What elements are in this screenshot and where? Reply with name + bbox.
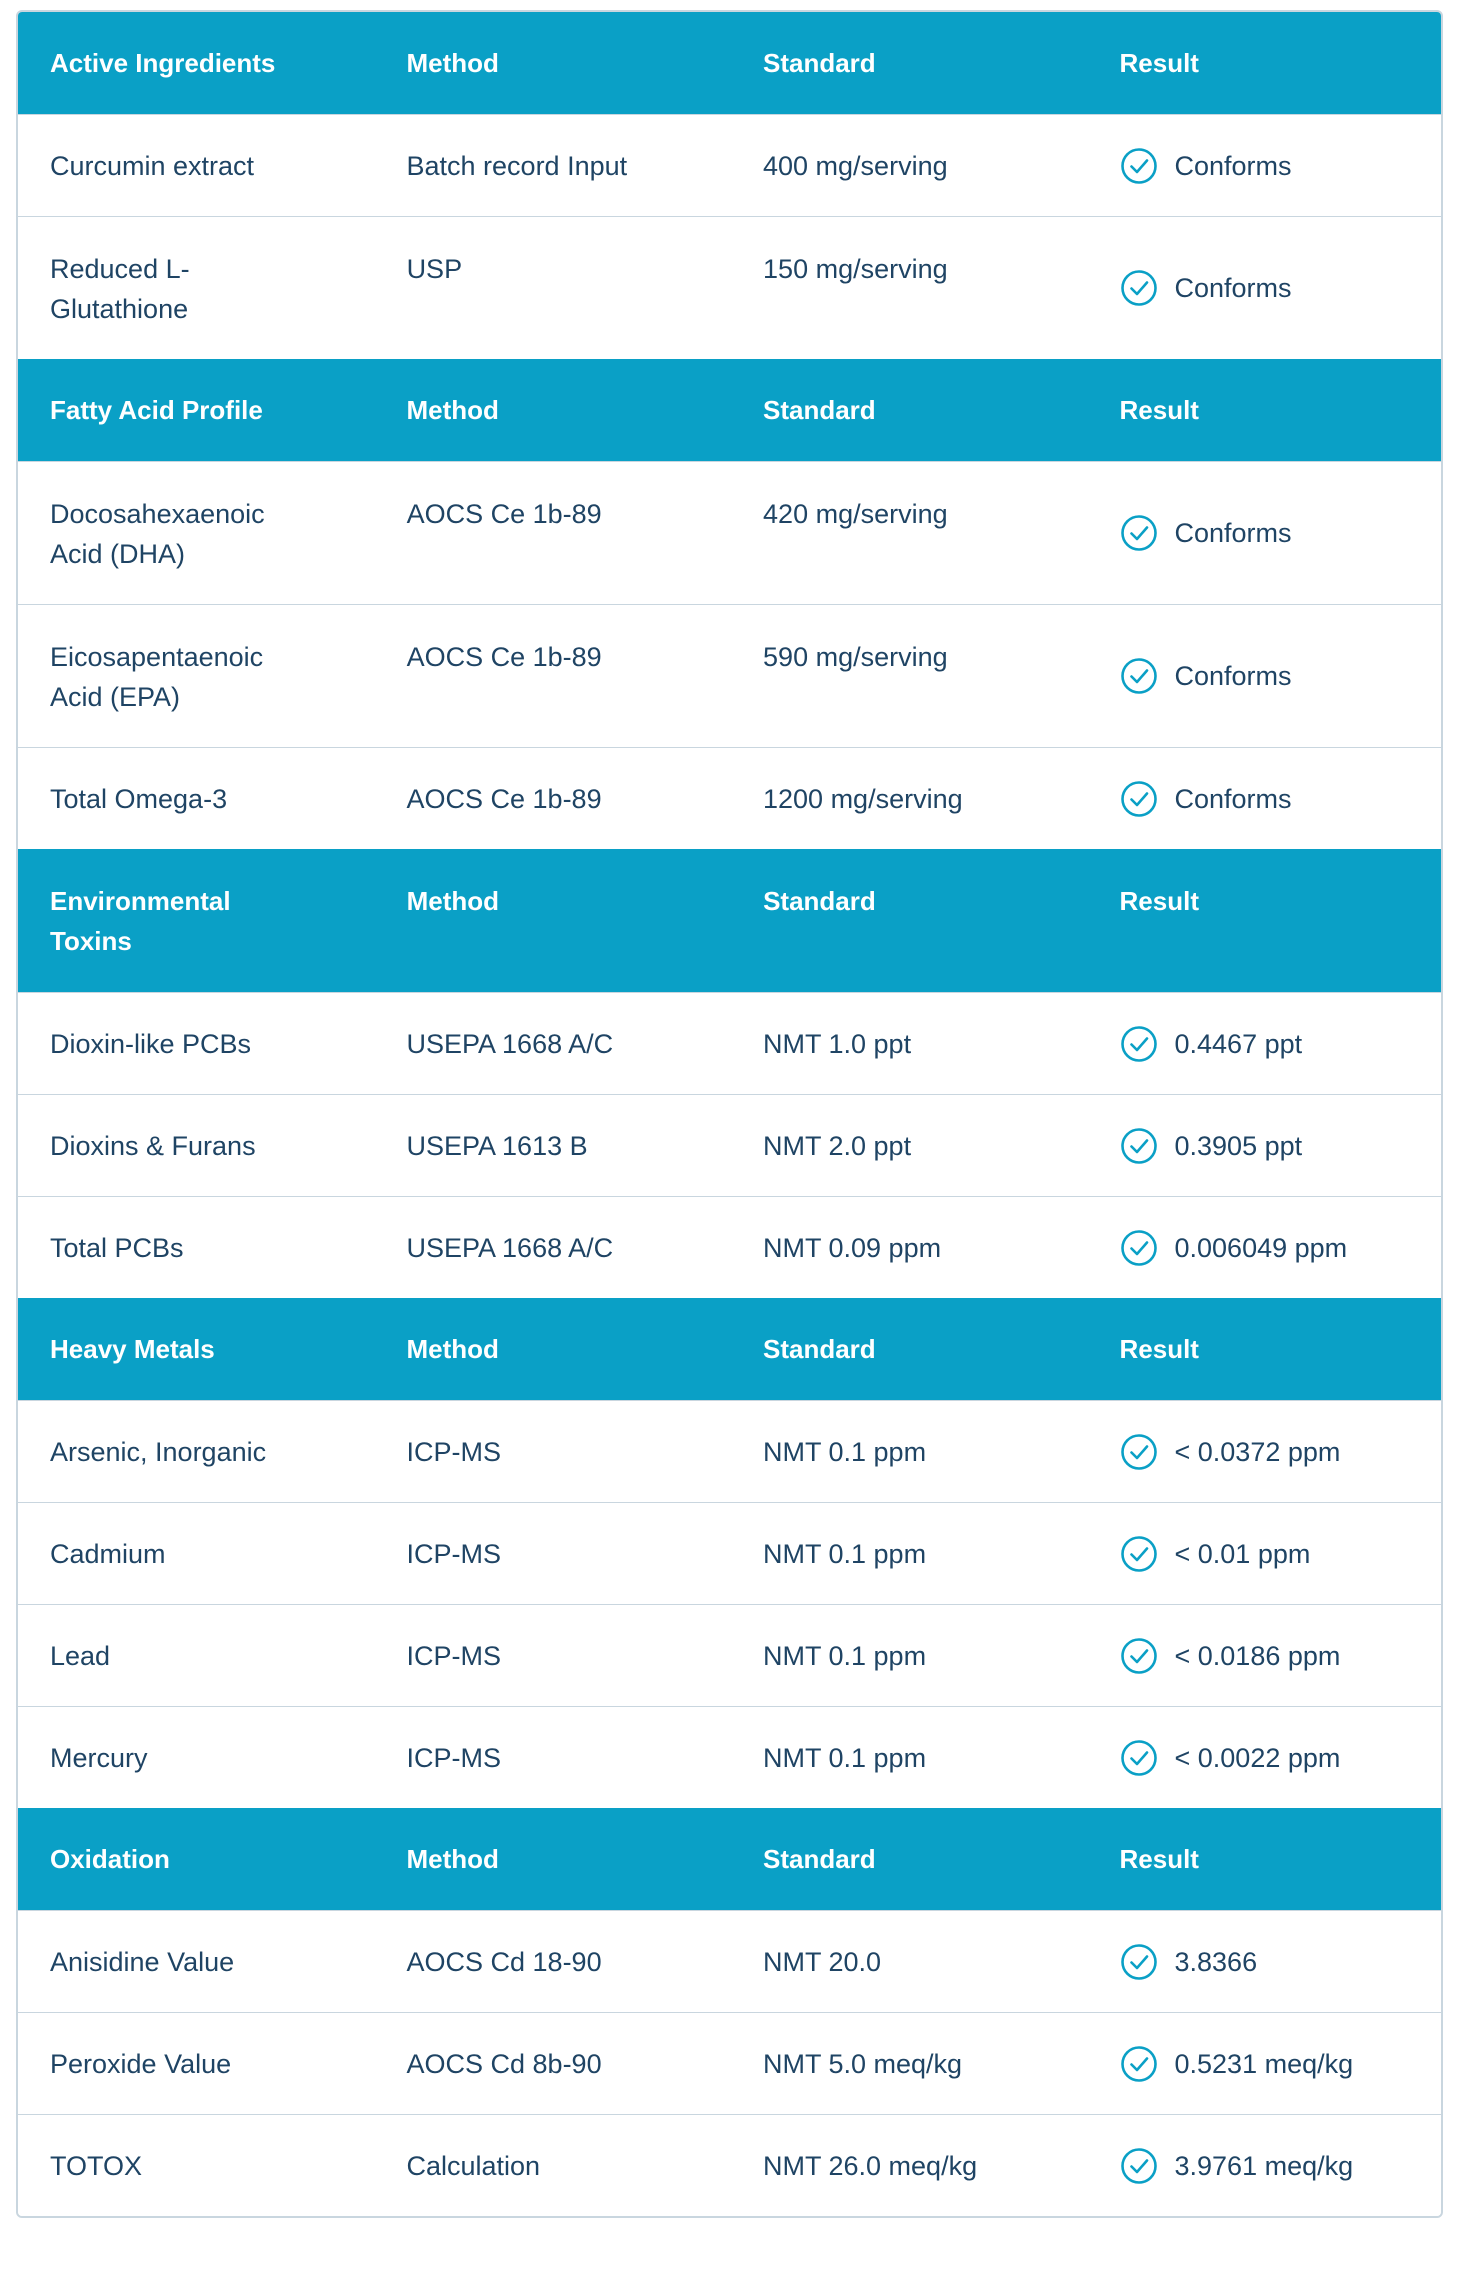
certificate-of-analysis-table	[16, 10, 1443, 2218]
ingredient-name: Cadmium	[50, 1538, 166, 1569]
result-header: Result	[1119, 1334, 1199, 1364]
result-cell	[1088, 1126, 1442, 1166]
result-value: Conforms	[1174, 150, 1292, 181]
result-value: 0.4467 ppt	[1174, 1028, 1303, 1059]
result-header: Result	[1119, 395, 1199, 425]
result-header: Result	[1119, 1844, 1199, 1874]
table-row	[18, 1094, 1441, 1196]
table-row	[18, 992, 1441, 1094]
result-value: < 0.0186 ppm	[1174, 1640, 1341, 1671]
ingredient-name: Anisidine Value	[50, 1946, 235, 1977]
method-value: USP	[406, 254, 463, 284]
standard-value: NMT 1.0 ppt	[763, 1028, 912, 1059]
standard-header: Standard	[763, 1334, 876, 1364]
check-circle-icon	[1120, 657, 1158, 695]
ingredient-name: TOTOX	[50, 2150, 143, 2181]
table-row	[18, 1706, 1441, 1808]
method-header: Method	[406, 886, 500, 916]
standard-value: NMT 5.0 meq/kg	[763, 2048, 963, 2079]
table-row	[18, 747, 1441, 849]
result-cell	[1088, 1636, 1442, 1676]
standard-header: Standard	[763, 1844, 876, 1874]
method-value: ICP-MS	[406, 1640, 501, 1671]
method-value: USEPA 1613 B	[406, 1130, 588, 1161]
check-circle-icon	[1120, 1433, 1158, 1471]
standard-value: NMT 0.1 ppm	[763, 1538, 927, 1569]
check-circle-icon	[1120, 269, 1158, 307]
section-title: Oxidation	[50, 1844, 170, 1874]
method-header: Method	[406, 1844, 499, 1874]
ingredient-name: Docosahexaenoic Acid (DHA)	[50, 499, 265, 569]
method-value: AOCS Ce 1b-89	[406, 642, 602, 672]
result-cell	[1088, 779, 1442, 819]
table-row	[18, 1910, 1441, 2012]
standard-value: 590 mg/serving	[763, 642, 948, 672]
method-value: AOCS Ce 1b-89	[406, 499, 602, 529]
result-cell	[1088, 146, 1442, 186]
check-circle-icon	[1120, 1535, 1158, 1573]
method-value: AOCS Cd 8b-90	[406, 2048, 602, 2079]
section-header-oxidation	[18, 1808, 1441, 1910]
section-title: Heavy Metals	[50, 1334, 215, 1364]
method-value: ICP-MS	[406, 1436, 501, 1467]
result-value: 0.006049 ppm	[1174, 1232, 1348, 1263]
section-header-active-ingredients	[18, 12, 1441, 114]
table-row	[18, 216, 1441, 359]
check-circle-icon	[1120, 514, 1158, 552]
result-value: 3.9761 meq/kg	[1174, 2150, 1354, 2181]
table-row	[18, 114, 1441, 216]
table-row	[18, 1196, 1441, 1298]
method-header: Method	[406, 48, 499, 78]
result-value: < 0.01 ppm	[1174, 1538, 1311, 1569]
section-title: Fatty Acid Profile	[50, 395, 263, 425]
result-cell	[1088, 1534, 1442, 1574]
standard-header: Standard	[763, 48, 876, 78]
ingredient-name: Reduced L-Glutathione	[50, 254, 190, 324]
result-value: < 0.0022 ppm	[1174, 1742, 1341, 1773]
method-value: USEPA 1668 A/C	[406, 1028, 614, 1059]
method-value: ICP-MS	[406, 1538, 501, 1569]
check-circle-icon	[1120, 780, 1158, 818]
method-value: AOCS Cd 18-90	[406, 1946, 602, 1977]
ingredient-name: Total PCBs	[50, 1232, 184, 1263]
result-cell	[1088, 1942, 1442, 1982]
method-value: AOCS Ce 1b-89	[406, 783, 602, 814]
result-cell	[1088, 1738, 1442, 1778]
result-value: < 0.0372 ppm	[1174, 1436, 1341, 1467]
check-circle-icon	[1120, 1943, 1158, 1981]
result-value: 0.5231 meq/kg	[1174, 2048, 1354, 2079]
result-value: Conforms	[1174, 661, 1292, 691]
standard-value: 150 mg/serving	[763, 254, 948, 284]
result-cell	[1088, 513, 1441, 553]
ingredient-name: Mercury	[50, 1742, 148, 1773]
table-row	[18, 1502, 1441, 1604]
ingredient-name: Dioxins & Furans	[50, 1130, 256, 1161]
check-circle-icon	[1120, 1637, 1158, 1675]
result-cell	[1088, 268, 1441, 308]
section-header-heavy-metals	[18, 1298, 1441, 1400]
check-circle-icon	[1120, 1229, 1158, 1267]
check-circle-icon	[1120, 1127, 1158, 1165]
check-circle-icon	[1120, 2147, 1158, 2185]
ingredient-name: Dioxin-like PCBs	[50, 1028, 252, 1059]
standard-value: NMT 0.1 ppm	[763, 1742, 927, 1773]
standard-value: NMT 0.1 ppm	[763, 1436, 927, 1467]
section-header-environmental-toxins	[18, 849, 1441, 992]
standard-value: NMT 26.0 meq/kg	[763, 2150, 978, 2181]
result-value: 0.3905 ppt	[1174, 1130, 1303, 1161]
method-value: ICP-MS	[406, 1742, 501, 1773]
section-title: Active Ingredients	[50, 48, 276, 78]
ingredient-name: Lead	[50, 1640, 111, 1671]
result-value: Conforms	[1174, 518, 1292, 548]
method-value: Batch record Input	[406, 150, 628, 181]
section-title: Environmental Toxins	[50, 886, 231, 956]
standard-header: Standard	[763, 395, 876, 425]
standard-value: NMT 20.0	[763, 1946, 882, 1977]
check-circle-icon	[1120, 1739, 1158, 1777]
result-value: Conforms	[1174, 273, 1292, 303]
result-header: Result	[1119, 48, 1199, 78]
table-row	[18, 461, 1441, 604]
standard-value: 1200 mg/serving	[763, 783, 963, 814]
method-header: Method	[406, 395, 499, 425]
result-cell	[1088, 656, 1441, 696]
table-row	[18, 604, 1441, 747]
ingredient-name: Eicosapentaenoic Acid (EPA)	[50, 642, 264, 712]
table-row	[18, 2012, 1441, 2114]
standard-value: NMT 0.09 ppm	[763, 1232, 942, 1263]
result-cell	[1088, 1024, 1442, 1064]
result-cell	[1088, 2146, 1442, 2186]
result-cell	[1088, 1228, 1442, 1268]
check-circle-icon	[1120, 1025, 1158, 1063]
result-cell	[1088, 2044, 1442, 2084]
ingredient-name: Total Omega-3	[50, 783, 228, 814]
result-value: 3.8366	[1174, 1946, 1258, 1977]
result-value: Conforms	[1174, 783, 1292, 814]
standard-value: NMT 0.1 ppm	[763, 1640, 927, 1671]
check-circle-icon	[1120, 2045, 1158, 2083]
table-row	[18, 2114, 1441, 2216]
method-header: Method	[406, 1334, 499, 1364]
check-circle-icon	[1120, 147, 1158, 185]
standard-header: Standard	[763, 886, 876, 916]
method-value: USEPA 1668 A/C	[406, 1232, 614, 1263]
method-value: Calculation	[406, 2150, 541, 2181]
ingredient-name: Curcumin extract	[50, 150, 255, 181]
ingredient-name: Arsenic, Inorganic	[50, 1436, 267, 1467]
result-cell	[1088, 1432, 1442, 1472]
standard-value: NMT 2.0 ppt	[763, 1130, 912, 1161]
table-row	[18, 1400, 1441, 1502]
result-header: Result	[1119, 886, 1199, 916]
standard-value: 420 mg/serving	[763, 499, 948, 529]
table-row	[18, 1604, 1441, 1706]
standard-value: 400 mg/serving	[763, 150, 948, 181]
section-header-fatty-acid-profile	[18, 359, 1441, 461]
ingredient-name: Peroxide Value	[50, 2048, 232, 2079]
